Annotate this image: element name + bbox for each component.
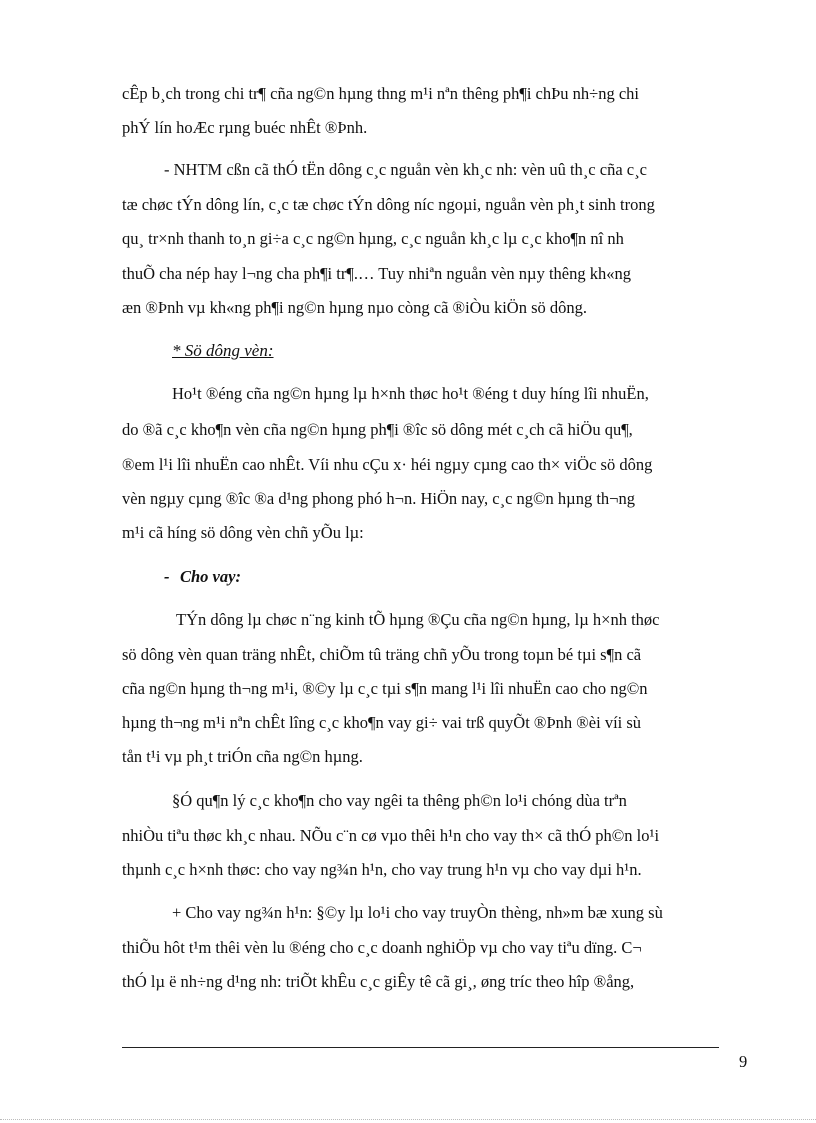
text-line: nhiÒu tiªu thøc kh¸c nhau. NÕu c¨n cø vµo thêi h¹n cho vay th× cã thÓ ph©n lo¹i — [122, 826, 660, 845]
text-line: §Ó qu¶n lý c¸c kho¶n cho vay ngêi ta thêng ph©n lo¹i chóng dùa trªn — [172, 791, 627, 810]
section-heading: * Sö dông vèn: — [172, 341, 274, 360]
list-item-cho-vay: Cho vay: — [180, 567, 241, 586]
text-line: TÝn dông lµ chøc n¨ng kinh tÕ hµng ®Çu cña ng©n hµng, lµ h×nh thøc — [176, 610, 660, 629]
text-line: thiÕu hôt t¹m thêi vèn lu ®éng cho c¸c doanh nghiÖp vµ cho vay tiªu dïng. C¬ — [122, 938, 642, 957]
text-line: cña ng©n hµng th¬ng m¹i, ®©y lµ c¸c tµi s¶n mang l¹i lîi nhuËn cao cho ng©n — [122, 679, 648, 698]
text-line: phÝ lín hoÆc rµng buéc nhÊt ®Þnh. — [122, 118, 368, 137]
text-line: ®em l¹i lîi nhuËn cao nhÊt. Víi nhu cÇu x· héi ngµy cµng cao th× viÖc sö dông — [122, 455, 653, 474]
text-line: cÊp b¸ch trong chi tr¶ cña ng©n hµng thng m¹i nªn thêng ph¶i chÞu nh÷ng chi — [122, 84, 640, 103]
page-number: 9 — [739, 1052, 748, 1071]
footer-rule — [122, 1047, 719, 1048]
text-line: + Cho vay ng¾n h¹n: §©y lµ lo¹i cho vay truyÒn thèng, nh»m bæ xung sù — [172, 903, 663, 922]
text-line: do ®ã c¸c kho¶n vèn cña ng©n hµng ph¶i ®îc sö dông mét c¸ch cã hiÖu qu¶, — [122, 420, 633, 439]
text-line: hµng th¬ng m¹i nªn chÊt lîng c¸c kho¶n vay gi÷ vai trß quyÕt ®Þnh ®èi víi sù — [122, 713, 642, 732]
text-line: thµnh c¸c h×nh thøc: cho vay ng¾n h¹n, cho vay trung h¹n vµ cho vay dµi h¹n. — [122, 860, 642, 879]
text-line: tån t¹i vµ ph¸t triÓn cña ng©n hµng. — [122, 747, 363, 766]
text-line: sö dông vèn quan träng nhÊt, chiÕm tû träng chñ yÕu trong toµn bé tµi s¶n cã — [122, 645, 642, 664]
text-line: Ho¹t ®éng cña ng©n hµng lµ h×nh thøc ho¹t ®éng t duy híng lîi nhuËn, — [172, 384, 649, 403]
text-line: tæ chøc tÝn dông lín, c¸c tæ chøc tÝn dông níc ngoµi, nguån vèn ph¸t sinh trong — [122, 195, 655, 214]
text-line: - NHTM cßn cã thÓ tËn dông c¸c nguån vèn kh¸c nh: vèn uû th¸c cña c¸c — [164, 160, 647, 179]
page-bottom-edge — [0, 1119, 816, 1120]
text-line: æn ®Þnh vµ kh«ng ph¶i ng©n hµng nµo còng cã ®iÒu kiÖn sö dông. — [122, 298, 588, 317]
text-line: m¹i cã híng sö dông vèn chñ yÕu lµ: — [122, 523, 364, 542]
list-marker: - — [164, 567, 170, 586]
text-line: qu¸ tr×nh thanh to¸n gi÷a c¸c ng©n hµng, c¸c nguån kh¸c lµ c¸c kho¶n nî nh — [122, 229, 624, 248]
text-line: thÓ lµ ë nh÷ng d¹ng nh: triÕt khÊu c¸c giÊy tê cã gi¸, øng tríc theo hîp ®ång, — [122, 972, 635, 991]
text-line: thuÕ cha nép hay l¬ng cha ph¶i tr¶.… Tuy nhiªn nguån vèn nµy thêng kh«ng — [122, 264, 631, 283]
text-line: vèn ngµy cµng ®îc ®a d¹ng phong phó h¬n. HiÖn nay, c¸c ng©n hµng th¬ng — [122, 489, 635, 508]
